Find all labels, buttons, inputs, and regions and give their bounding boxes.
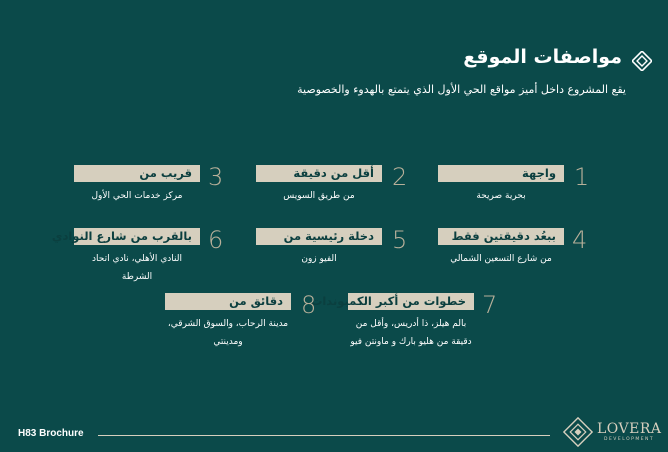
footer-brochure-label: H83 Brochure [18, 428, 84, 439]
feature-label: أقل من دقيقة [256, 165, 382, 182]
feature-label: بالقرب من شارع النوادي [74, 228, 200, 245]
feature-number: 1 [574, 163, 590, 191]
page-title: مواصفات الموقع [463, 46, 622, 68]
feature-label: دخلة رئيسية من [256, 228, 382, 245]
feature-description: مركز خدمات الحي الأول [91, 191, 183, 201]
feature-label: واجهة [438, 165, 564, 182]
lovera-logo-subtext: DEVELOPMENT [604, 437, 655, 442]
feature-description: من شارع التسعين الشمالي [450, 254, 552, 264]
feature-description: النادي الأهلي، نادي اتحاد الشرطة [92, 254, 182, 282]
page-subtitle: يقع المشروع داخل أميز مواقع الحي الأول الذي يتمتع بالهدوء والخصوصية [297, 83, 626, 96]
feature-number: 5 [392, 226, 408, 254]
feature-description: مدينة الرحاب، والسوق الشرقي، ومدينتي [167, 319, 289, 347]
feature-label: ببعُد دقيقتين فقط [438, 228, 564, 245]
feature-label: خطوات من أكبر الكمبوندات [348, 293, 474, 310]
feature-number: 3 [208, 163, 224, 191]
feature-number: 4 [572, 226, 588, 254]
feature-description: من طريق السويس [283, 191, 355, 201]
diamond-icon [632, 51, 652, 71]
feature-number: 2 [392, 163, 408, 191]
feature-label: دقائق من [165, 293, 291, 310]
footer-divider [98, 435, 550, 436]
feature-number: 7 [482, 291, 498, 319]
feature-number: 8 [301, 291, 317, 319]
feature-label: قريب من [74, 165, 200, 182]
feature-description: بالم هيلز، ذا أدريس، وأقل من دقيقة من هليو بارك و ماونتن فيو [350, 319, 472, 347]
lovera-logo-icon [563, 417, 593, 447]
lovera-logo-text: LOVERA [597, 421, 662, 437]
feature-description: بحرية صريحة [476, 191, 526, 201]
feature-number: 6 [208, 226, 224, 254]
feature-description: الفيو زون [301, 254, 337, 264]
